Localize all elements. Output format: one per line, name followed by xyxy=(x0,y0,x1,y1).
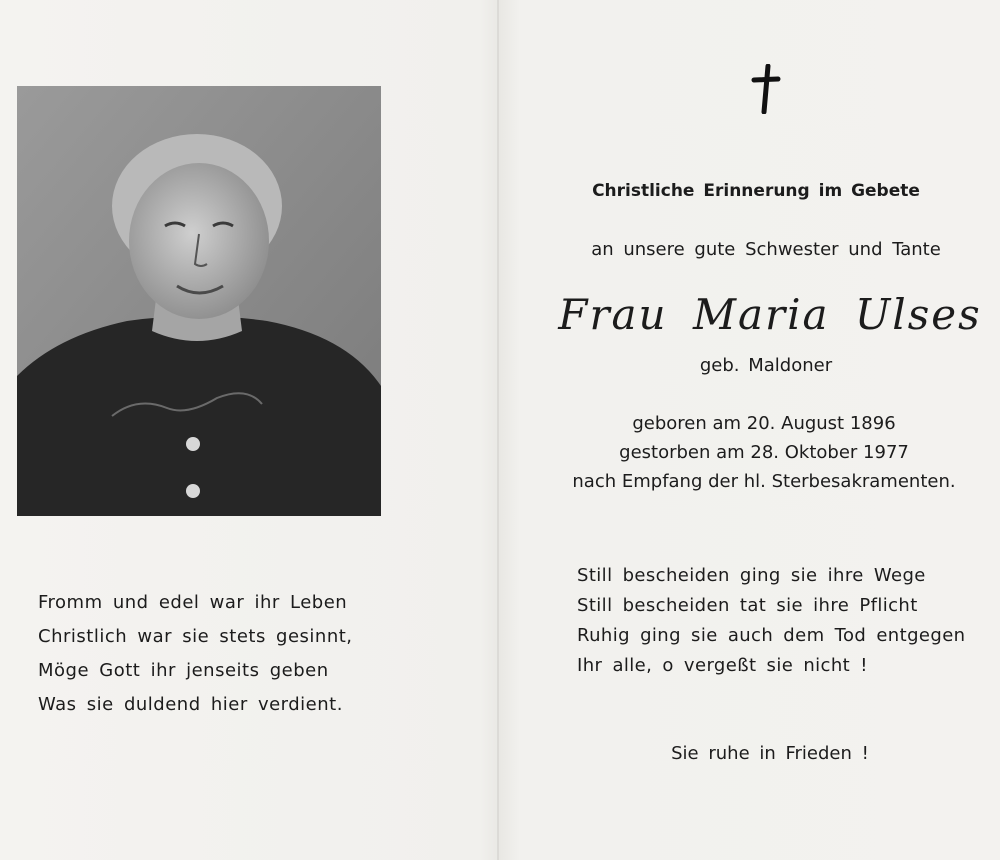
card-fold xyxy=(497,0,499,860)
poem-right-line: Still bescheiden tat sie ihre Pflicht xyxy=(577,595,918,616)
deceased-name: Frau Maria Ulses xyxy=(558,290,982,339)
portrait-photo xyxy=(17,86,381,516)
poem-left xyxy=(38,586,398,722)
poem-left-line: Christlich war sie stets gesinnt, xyxy=(38,626,353,647)
birth-date: geboren am 20. August 1896 xyxy=(632,413,896,434)
portrait-illustration xyxy=(17,86,381,516)
poem-left-line: Was sie duldend hier verdient. xyxy=(38,694,343,715)
death-date: gestorben am 28. Oktober 1977 xyxy=(619,442,909,463)
poem-right xyxy=(577,561,987,681)
poem-right-line: Ihr alle, o vergeßt sie nicht ! xyxy=(577,655,868,676)
closing-line: Sie ruhe in Frieden ! xyxy=(671,743,869,764)
poem-right-line: Still bescheiden ging sie ihre Wege xyxy=(577,565,926,586)
heading: Christliche Erinnerung im Gebete xyxy=(592,181,920,201)
cross-icon xyxy=(748,64,784,114)
maiden-name: geb. Maldoner xyxy=(699,355,833,376)
poem-right-line: Ruhig ging sie auch dem Tod entgegen xyxy=(577,625,966,646)
life-dates xyxy=(544,409,984,496)
poem-left-line: Fromm und edel war ihr Leben xyxy=(38,592,348,613)
poem-left-line: Möge Gott ihr jenseits geben xyxy=(38,660,329,681)
sacraments-note: nach Empfang der hl. Sterbesakramenten. xyxy=(572,471,956,492)
dedication: an unsere gute Schwester und Tante xyxy=(591,239,941,260)
